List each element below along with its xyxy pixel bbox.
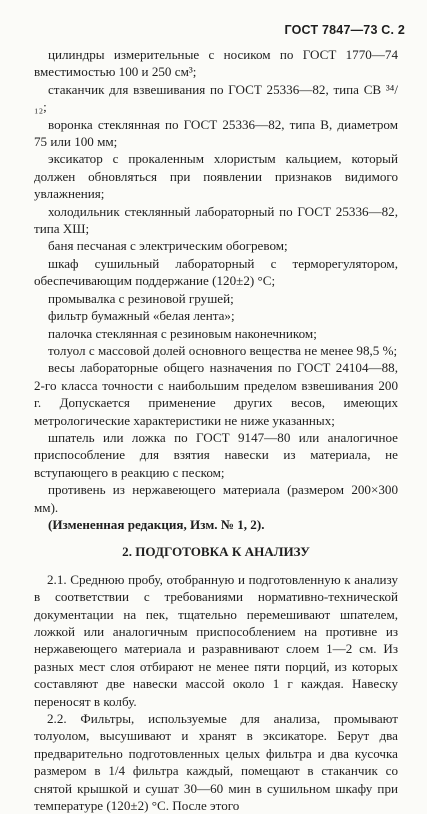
- list-item: толуол с массовой долей основного вещества не менее 98,5 %;: [48, 342, 398, 358]
- list-item: шкаф сушильный лабораторный с терморегулятором, обеспечивающим поддержание (120±2) °С;: [34, 255, 398, 289]
- paragraph-2-2: 2.2. Фильтры, используемые для анализа, промывают толуолом, высушивают и хранят в эксикаторе. Берут два предварительно подготовленных целых фильтра и два кусочка размером в 1/4 фильтра каждый, помещают в стаканчик со снятой крышкой и сушат 30—60 мин в сушильном шкафу при температуре (120±2) °С. После этого: [34, 711, 398, 814]
- list-item: холодильник стеклянный лабораторный по ГОСТ 25336—82, типа ХШ;: [34, 203, 398, 237]
- list-item: баня песчаная с электрическим обогревом;: [48, 238, 288, 254]
- paragraph-2-1: 2.1. Среднюю пробу, отобранную и подготовленную к анализу в соответствии с требованиями нормативно-технической документации на пек, тщательно перемешивают шпателем, ложкой или аналогичным приспособлением на противне из нержавеющего материала и разравнивают слоем 1—2 см. Из разных мест слоя отбирают не менее пяти порций, из которых составляют две навески массой около 1 г каждая. Навеску переносят в колбу.: [34, 571, 398, 709]
- list-item: шпатель или ложка по ГОСТ 9147—80 или аналогичное приспособление для взятия навески из материала, не вступающего в реакцию с песком;: [34, 429, 398, 480]
- list-item: весы лабораторные общего назначения по ГОСТ 24104—88, 2-го класса точности с наибольшим пределом взвешивания 200 г. Допускается применение других весов, имеющих метрологические характеристики не ниже указанных;: [34, 360, 398, 428]
- list-item: палочка стеклянная с резиновым наконечником;: [48, 325, 317, 341]
- section-title: 2. ПОДГОТОВКА К АНАЛИЗУ: [122, 544, 310, 560]
- revision-note: (Измененная редакция, Изм. № 1, 2).: [48, 516, 265, 532]
- list-item: эксикатор с прокаленным хлористым кальцием, который должен обновляться при появлении признаков видимого увлажнения;: [34, 151, 398, 202]
- list-item: противень из нержавеющего материала (размером 200×300 мм).: [34, 482, 398, 515]
- list-item: воронка стеклянная по ГОСТ 25336—82, типа В, диаметром 75 или 100 мм;: [34, 116, 398, 150]
- running-header: ГОСТ 7847—73 С. 2: [284, 23, 405, 37]
- list-item: цилиндры измерительные с носиком по ГОСТ 1770—74 вместимостью 100 и 250 см³;: [34, 47, 398, 80]
- list-item: фильтр бумажный «белая лента»;: [48, 308, 235, 324]
- document-body: [34, 46, 398, 814]
- list-item: стаканчик для взвешивания по ГОСТ 25336—82, типа СВ ³⁴/₁₂;: [34, 81, 398, 115]
- list-item: промывалка с резиновой грушей;: [48, 290, 234, 306]
